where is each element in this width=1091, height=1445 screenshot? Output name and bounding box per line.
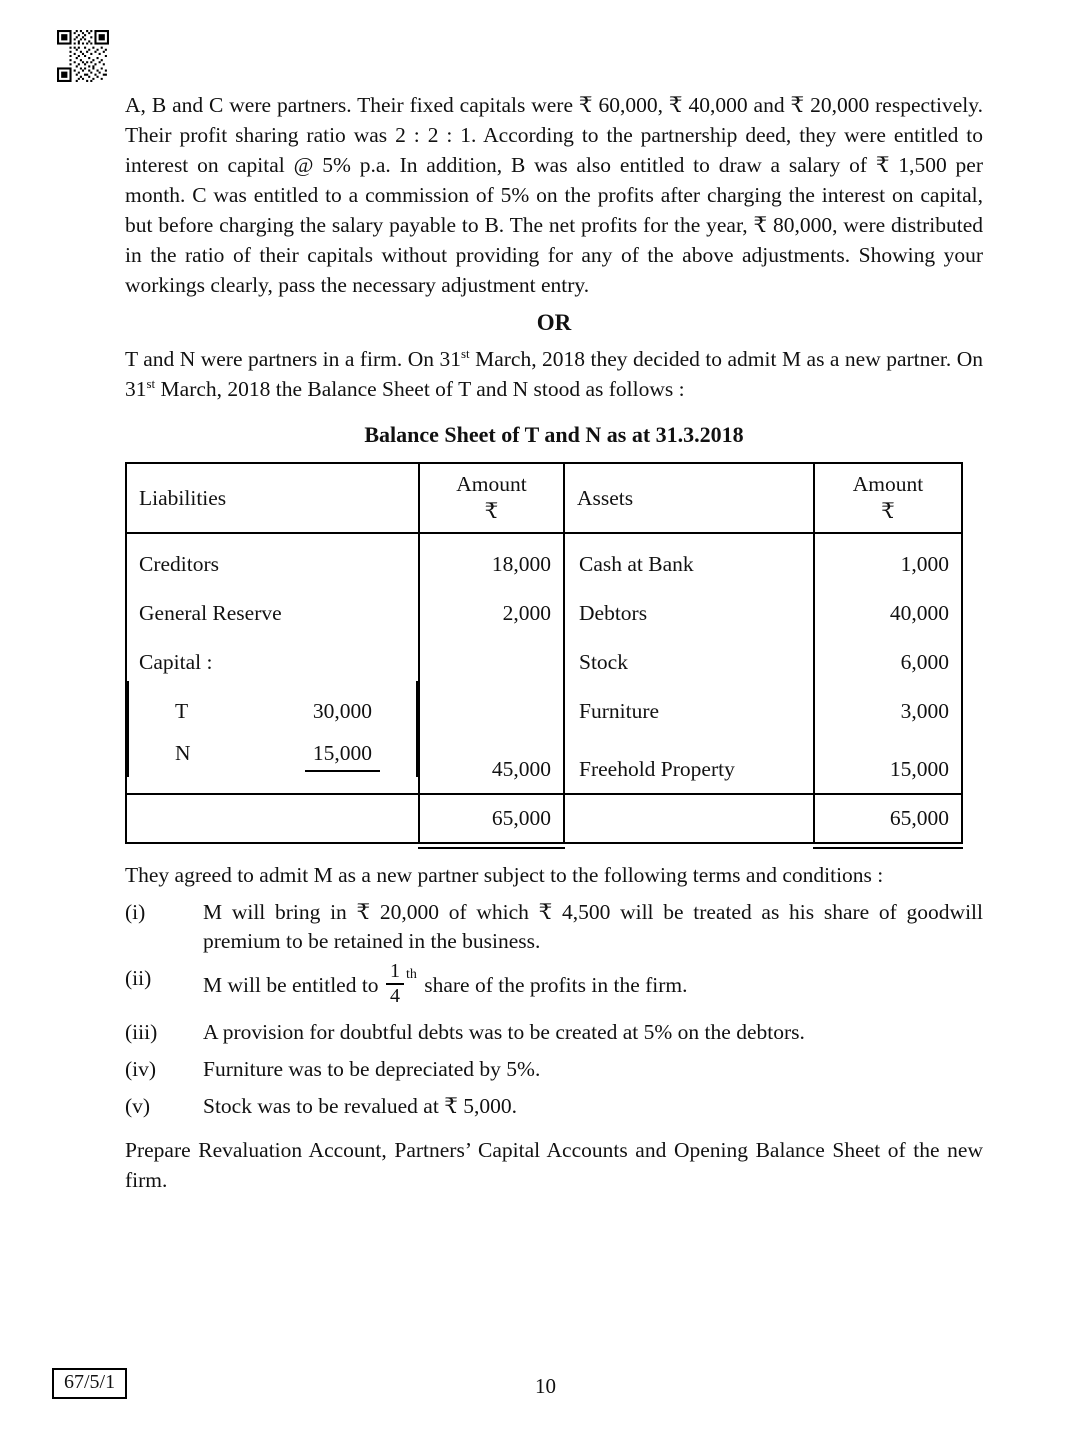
ordinal-superscript: st (146, 375, 156, 391)
qr-code (57, 30, 109, 82)
fraction-ordinal-suffix: th (405, 967, 417, 982)
cell-asset: Cash at Bank (564, 533, 814, 583)
table-row-general-reserve (126, 583, 962, 632)
cell-asset-amount: 3,000 (814, 681, 962, 730)
term-label: (iv) (125, 1057, 157, 1081)
cell-asset: Furniture (564, 681, 814, 730)
term-item-v (125, 1092, 983, 1121)
term-text: A provision for doubtful debts was to be created at 5% on the debtors. (203, 1020, 805, 1044)
cell-liability-amount: 18,000 (419, 533, 564, 583)
amount-label: Amount (456, 472, 527, 496)
table-row-capital-t (126, 681, 962, 730)
term-item-i (125, 898, 983, 956)
cell-liability: Capital : (126, 632, 419, 681)
table-row-capital-heading (126, 632, 962, 681)
partner-capital-amount: 15,000 (305, 740, 380, 772)
term-label: (i) (125, 900, 146, 924)
cell-capital-subtotal: 45,000 (419, 730, 564, 794)
rupee-symbol: ₹ (881, 499, 895, 523)
term-text: Furniture was to be depreciated by 5%. (203, 1057, 541, 1081)
ordinal-superscript: st (460, 345, 470, 361)
table-row-creditors (126, 533, 962, 583)
header-amount-liabilities (419, 463, 564, 533)
question-second-alternative-intro (125, 344, 983, 404)
cell-empty (126, 794, 419, 843)
cell-asset: Stock (564, 632, 814, 681)
cell-empty (564, 794, 814, 843)
term-text: Stock was to be revalued at ₹ 5,000. (203, 1094, 518, 1118)
term-label: (v) (125, 1094, 151, 1118)
term-text: M will bring in ₹ 20,000 of which ₹ 4,500 will be treated as his share of goodwill premium to be retained in the business. (203, 900, 983, 953)
term-text (203, 960, 983, 1010)
partner-name: N (175, 741, 191, 765)
term-text-post: share of the profits in the firm. (418, 972, 688, 997)
cell-asset-amount: 40,000 (814, 583, 962, 632)
or-heading: OR (536, 310, 572, 335)
question-first-alternative: A, B and C were partners. Their fixed capitals were ₹ 60,000, ₹ 40,000 and ₹ 20,000 respectively. Their profit sharing ratio was 2 : 2 : 1. According to the partnership deed, they were entitled to interest on capital @ 5% p.a. In addition, B was also entitled to draw a salary of ₹ 1,500 per month. C was entitled to a commission of 5% on the profits after charging the interest on capital, but before charging the salary payable to B. The net profits for the year, ₹ 80,000, were distributed in the ratio of their capitals without providing for any of the above adjustments. Showing your workings clearly, pass the necessary adjustment entry. (125, 93, 983, 297)
paper-code-box: 67/5/1 (52, 1368, 127, 1399)
cell-asset-amount: 6,000 (814, 632, 962, 681)
intro-text-1: T and N were partners in a firm. On 31 (125, 347, 461, 371)
fraction-one-fourth (386, 961, 404, 1007)
term-label: (ii) (125, 966, 152, 990)
terms-intro: They agreed to admit M as a new partner subject to the following terms and conditions : (125, 863, 884, 887)
cell-capital-partner (127, 681, 418, 730)
partner-name: T (175, 699, 189, 723)
term-item-ii (125, 960, 983, 1010)
cell-liability-amount (419, 681, 564, 730)
cell-liability: General Reserve (126, 583, 419, 632)
cell-asset-amount: 1,000 (814, 533, 962, 583)
cell-liability-amount: 2,000 (419, 583, 564, 632)
balance-sheet-title: Balance Sheet of T and N as at 31.3.2018 (364, 422, 744, 447)
header-liabilities: Liabilities (126, 463, 419, 533)
cell-asset-amount: 15,000 (814, 730, 962, 794)
term-item-iv (125, 1055, 983, 1084)
cell-liability-amount (419, 632, 564, 681)
page-number: 10 (535, 1374, 556, 1398)
cell-capital-partner (127, 730, 418, 777)
question-page-content (125, 90, 983, 1195)
term-item-iii (125, 1018, 983, 1047)
balance-sheet-table (125, 462, 963, 844)
cell-liabilities-total: 65,000 (419, 794, 564, 843)
table-header-row (126, 463, 962, 533)
cell-asset: Debtors (564, 583, 814, 632)
fraction-numerator: 1 (386, 961, 404, 985)
closing-instruction: Prepare Revaluation Account, Partners’ Capital Accounts and Opening Balance Sheet of the new firm. (125, 1138, 983, 1192)
header-amount-assets (814, 463, 962, 533)
intro-text-3: March, 2018 the Balance Sheet of T and N stood as follows : (155, 377, 685, 401)
partner-capital-amount: 30,000 (312, 699, 372, 723)
table-row-capital-n (126, 730, 962, 794)
intro-text-2: March, 2018 they decided to admit M as a new partner. On 31 (125, 347, 984, 401)
header-assets: Assets (564, 463, 814, 533)
table-total-row (126, 794, 962, 843)
cell-asset: Freehold Property (564, 730, 814, 794)
amount-label: Amount (852, 472, 924, 496)
fraction-denominator: 4 (389, 985, 400, 1007)
cell-liability: Creditors (126, 533, 419, 583)
term-label: (iii) (125, 1020, 158, 1044)
term-text-pre: M will be entitled to (203, 972, 384, 997)
cell-assets-total: 65,000 (814, 794, 962, 843)
rupee-symbol: ₹ (484, 499, 499, 523)
